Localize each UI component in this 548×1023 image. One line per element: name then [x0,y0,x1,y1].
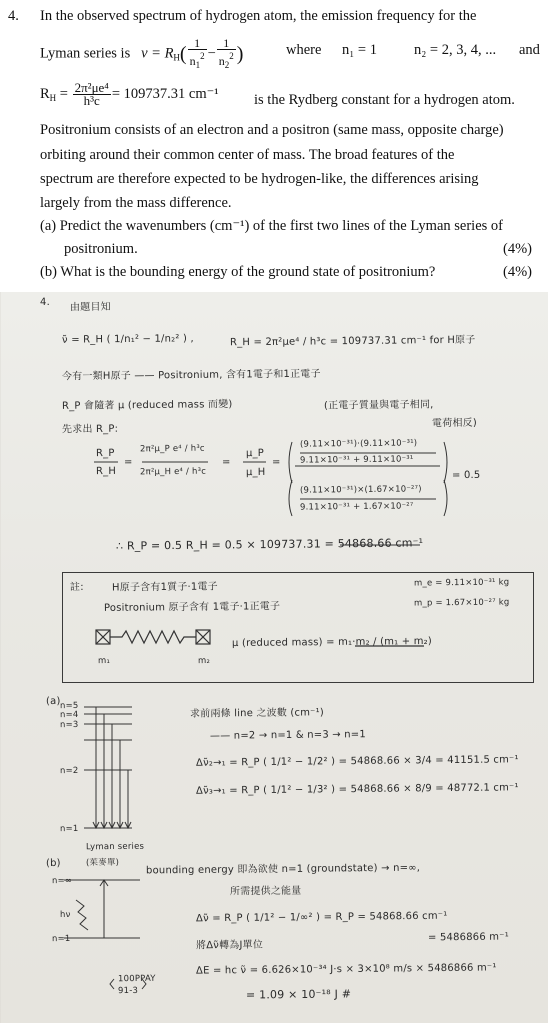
level-n4: n=4 [59,709,79,721]
rydberg-formula: R_H = 2π²μe⁴ / h³c = 109737.31 cm⁻¹ for H原子 [229,334,476,349]
rydberg-line: $R_H$ = $\frac{\text{2π²μe⁴}}{\text{h³c}}$ = 109737.31 cm⁻¹ [40,80,219,108]
rh-sub: H [49,92,57,103]
part-b-label: (b) [45,857,61,870]
photon-label: hν [59,909,71,921]
fraction-1: $\frac{1}{n_1^2}$ [189,36,205,70]
part-a-line-1: (a) Predict the wavenumbers (cm⁻¹) of the first two lines of the Lyman series of [40,218,503,234]
para-line-2: orbiting around their common center of mass. The broad features of the [40,147,455,163]
mu-h-den: 9.11×10⁻³¹ + 1.67×10⁻²⁷ [299,501,414,513]
side-note-1: 100PPAY [117,973,156,985]
energy-levels [84,707,132,828]
level-ground: n=1 [51,933,71,945]
part-a-eq1: Δν̃₂→₁ = R_P ( 1/1² − 1/2² ) = 54868.66 × 3/4 = 41151.5 cm⁻¹ [195,754,519,769]
ionization-diagram [64,880,146,989]
question-line-1: In the observed spectrum of hydrogen atom, the emission frequency for the [40,8,477,24]
note-hydrogen: H原子含有1質子·1電子 [111,581,218,594]
part-b-line: (b) What is the bounding energy of the ground state of positronium? [40,264,436,280]
part-b-line1: bounding energy 即為欲使 n=1 (groundstate) → n=∞, [145,862,421,877]
level-infinity: n=∞ [51,875,73,887]
electron-mass: m_e = 9.11×10⁻³¹ kg [413,577,510,589]
ratio-rh: R_H [95,465,117,478]
note-label: 註: [69,581,84,594]
level-n3: n=3 [59,719,79,731]
and-word: and [519,42,540,58]
part-b-answer: = 1.09 × 10⁻¹⁸ J # [245,987,352,1002]
part-a-label: (a) [45,695,61,708]
lyman-note: (茱麥單) [85,857,120,869]
ratio-mid-num: 2π²μ_P e⁴ / h³c [139,443,205,455]
equals-2: = [221,456,231,469]
question-number: 4. [8,8,19,24]
equals-3: = [271,456,281,469]
ratio-result: = 0.5 [451,469,481,482]
rydberg-text: is the Rydberg constant for a hydrogen atom. [254,92,515,108]
where-word: where [286,42,322,58]
part-a-line-2: positronium. [64,241,138,257]
answer-number: 4. [39,296,51,309]
proton-mass: m_p = 1.67×10⁻²⁷ kg [413,597,510,609]
part-a-title: 求前兩條 line 之波數 (cm⁻¹) [189,707,324,720]
level-n5: n=5 [59,700,79,712]
note-positronium: Positronium 原子含有 1電子·1正電子 [103,601,281,614]
equals-1: = [123,456,133,469]
positronium-intro: 今有一類H原子 —— Positronium, 含有1電子和1正電子 [61,368,321,383]
para-line-4: largely from the mass difference. [40,195,232,211]
rydberg-value: = 109737.31 cm⁻¹ [111,85,219,102]
ratio-mid-den: 2π²μ_H e⁴ / h³c [139,466,207,478]
reduced-mass-note: R_P 會隨著 μ (reduced mass 而變) [61,399,233,412]
part-b-eq1b: = 5486866 m⁻¹ [427,931,509,944]
printed-question [0,0,548,290]
charge-note-1: (正電子質量與電子相同, [323,399,434,412]
ratio-mu-p: μ_P [245,447,265,460]
charge-note-2: 電荷相反) [431,417,477,430]
part-b-eq1: Δν̃ = R_P ( 1/1² − 1/∞² ) = R_P = 54868.66 cm⁻¹ [195,910,448,925]
part-b-line2: 所需提供之能量 [229,885,302,898]
rh-subscript: H [173,52,180,63]
part-a-eq2: Δν̃₃→₁ = R_P ( 1/1² − 1/3² ) = 54868.66 × 8/9 = 48772.1 cm⁻¹ [195,782,519,797]
level-n1: n=1 [59,823,79,835]
mu-p-den: 9.11×10⁻³¹ + 9.11×10⁻³¹ [299,454,414,466]
mass-1-label: m₁ [97,655,111,667]
part-b-points: (4%) [503,264,532,280]
mass-2-label: m₂ [197,655,211,667]
find-rp: 先求出 R_P: [61,423,119,436]
side-note-2: 91-3 [117,985,139,997]
frequency-symbol: v = R [141,45,174,62]
fraction-2: $\frac{1}{n_2^2}$ [218,36,234,70]
level-n2: n=2 [59,765,79,777]
mu-p-num: (9.11×10⁻³¹)·(9.11×10⁻³¹) [299,438,418,450]
answer-intro: 由題目知 [69,301,111,314]
ratio-rp: R_P [95,447,115,460]
part-b-line3: 將Δν̃轉為J單位 [195,939,264,952]
handwritten-answer [0,292,548,1023]
rp-result: ∴ R_P = 0.5 R_H = 0.5 × 109737.31 = 54868.66 cm⁻¹ [115,536,424,553]
part-a-transitions: —— n=2 → n=1 & n=3 → n=1 [209,729,366,742]
reduced-mass-formula: μ (reduced mass) = m₁·m₂ / (m₁ + m₂) [231,635,432,650]
n1-value: n₁ = 1 [342,42,377,58]
part-a-points: (4%) [503,241,532,257]
question-line-2: Lyman series is $v = R_H$( $\frac{1}{n_1^2}$ − $\frac{1}{n_2^2}$ ) [40,36,244,70]
lyman-series-label: Lyman series [85,841,145,853]
lyman-prefix: Lyman series is [40,45,131,62]
rh-symbol: R [40,85,50,102]
wavenumber-formula: ν̃ = R_H ( 1/n₁² − 1/n₂² ) , [61,333,194,346]
para-line-1: Positronium consists of an electron and a positron (same mass, opposite charge) [40,122,504,138]
n2-values: n₂ = 2, 3, 4, ... [414,42,497,58]
para-line-3: spectrum are therefore expected to be hydrogen-like, the differences arising [40,171,479,187]
part-b-eq2: ΔE = hc ν̃ = 6.626×10⁻³⁴ J·s × 3×10⁸ m/s × 5486866 m⁻¹ [195,962,497,977]
ratio-mu-h: μ_H [245,466,266,479]
rydberg-fraction: $\frac{\text{2π²μe⁴}}{\text{h³c}}$ [74,80,109,108]
mu-h-num: (9.11×10⁻³¹)×(1.67×10⁻²⁷) [299,484,422,496]
